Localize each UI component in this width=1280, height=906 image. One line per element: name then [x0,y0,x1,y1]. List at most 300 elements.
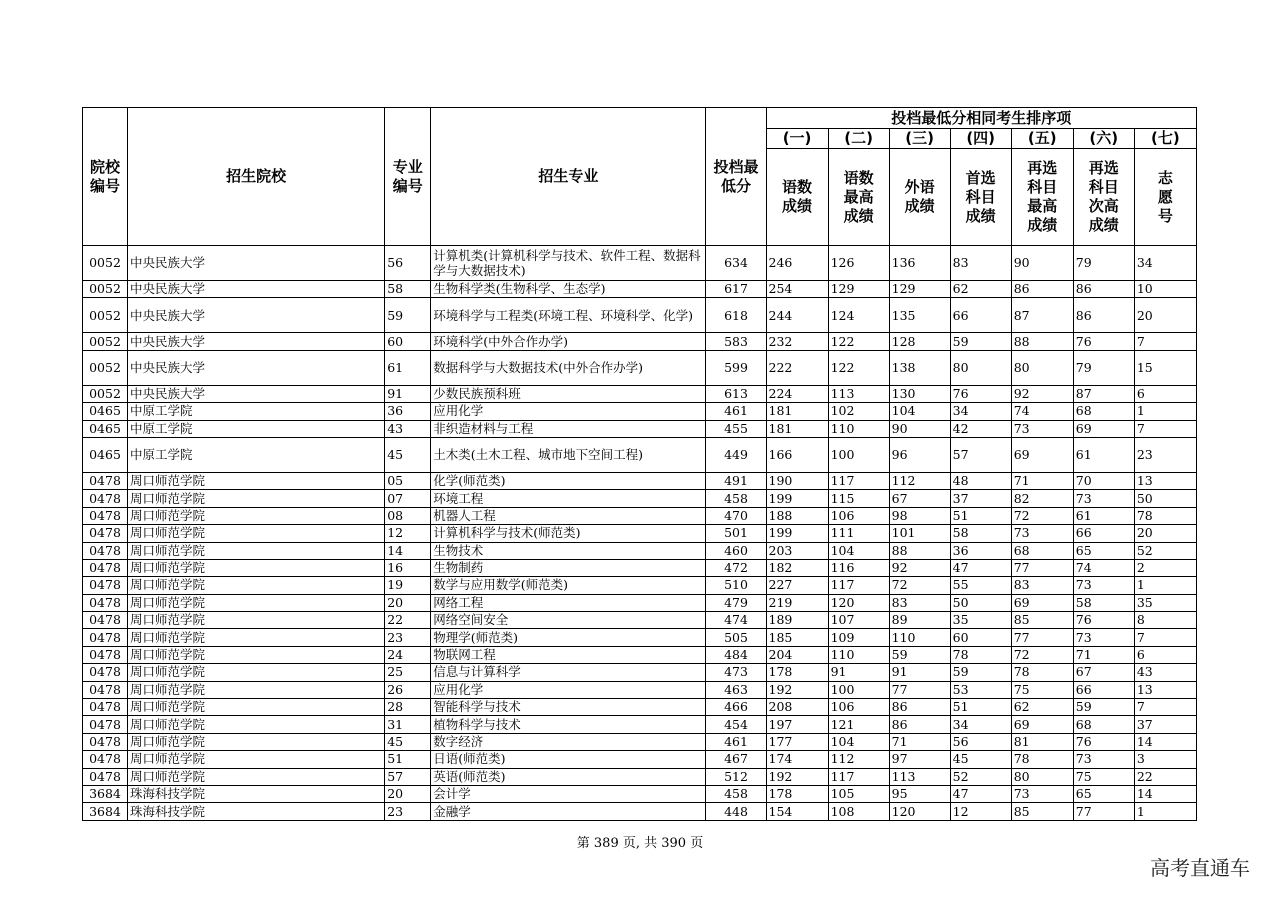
cell-score-first-subject: 50 [950,594,1011,611]
cell-score-first-subject: 56 [950,733,1011,750]
cell-score-second-subject-next: 65 [1073,785,1134,802]
cell-major-code: 45 [385,437,431,472]
cell-preference-number: 2 [1134,559,1196,576]
cell-score-chinese-math-max: 121 [828,716,889,733]
cell-major-code: 20 [385,785,431,802]
cell-min-score: 472 [706,559,766,576]
cell-score-chinese-math: 181 [766,403,828,420]
header-subitem-label: 外语成绩 [889,149,950,246]
cell-school-code: 0478 [83,542,128,559]
cell-school-name: 中央民族大学 [128,333,385,350]
table-row [83,716,1197,733]
cell-score-chinese-math-max: 108 [828,803,889,820]
cell-score-second-subject-max: 87 [1011,298,1073,333]
cell-school-code: 0478 [83,559,128,576]
cell-major-code: 23 [385,629,431,646]
cell-major-name: 智能科学与技术 [431,699,706,716]
cell-score-second-subject-max: 72 [1011,646,1073,663]
cell-min-score: 449 [706,437,766,472]
cell-school-code: 0465 [83,403,128,420]
cell-school-name: 周口师范学院 [128,472,385,489]
cell-school-name: 中央民族大学 [128,385,385,402]
header-subitem-number: (一) [766,129,828,149]
cell-school-name: 周口师范学院 [128,507,385,524]
cell-score-chinese-math-max: 122 [828,350,889,385]
cell-min-score: 473 [706,664,766,681]
cell-major-name: 计算机类(计算机科学与技术、软件工程、数据科学与大数据技术) [431,246,706,281]
cell-school-name: 周口师范学院 [128,733,385,750]
cell-score-foreign-language: 113 [889,768,950,785]
cell-score-first-subject: 48 [950,472,1011,489]
cell-min-score: 491 [706,472,766,489]
cell-score-first-subject: 12 [950,803,1011,820]
cell-major-name: 会计学 [431,785,706,802]
cell-score-second-subject-max: 78 [1011,751,1073,768]
cell-preference-number: 78 [1134,507,1196,524]
cell-score-chinese-math: 181 [766,420,828,437]
table-row [83,803,1197,820]
cell-score-chinese-math: 204 [766,646,828,663]
cell-score-chinese-math: 244 [766,298,828,333]
cell-school-name: 中央民族大学 [128,281,385,298]
cell-major-name: 数字经济 [431,733,706,750]
cell-school-name: 中央民族大学 [128,298,385,333]
cell-score-chinese-math: 254 [766,281,828,298]
cell-score-second-subject-max: 78 [1011,664,1073,681]
cell-major-name: 少数民族预科班 [431,385,706,402]
cell-score-chinese-math-max: 122 [828,333,889,350]
cell-school-name: 周口师范学院 [128,559,385,576]
cell-score-chinese-math: 199 [766,490,828,507]
cell-score-chinese-math: 189 [766,612,828,629]
cell-score-foreign-language: 90 [889,420,950,437]
cell-score-second-subject-next: 86 [1073,281,1134,298]
cell-score-first-subject: 66 [950,298,1011,333]
cell-score-chinese-math: 182 [766,559,828,576]
cell-score-chinese-math: 192 [766,768,828,785]
table-row [83,281,1197,298]
cell-score-first-subject: 83 [950,246,1011,281]
cell-school-code: 0478 [83,646,128,663]
cell-min-score: 618 [706,298,766,333]
cell-score-second-subject-max: 77 [1011,629,1073,646]
cell-score-second-subject-max: 75 [1011,681,1073,698]
cell-major-name: 计算机科学与技术(师范类) [431,525,706,542]
cell-preference-number: 23 [1134,437,1196,472]
table-row [83,751,1197,768]
cell-preference-number: 43 [1134,664,1196,681]
cell-preference-number: 7 [1134,629,1196,646]
cell-school-code: 0465 [83,420,128,437]
table-row [83,542,1197,559]
cell-school-code: 0478 [83,472,128,489]
cell-major-name: 环境科学与工程类(环境工程、环境科学、化学) [431,298,706,333]
table-row [83,594,1197,611]
cell-major-code: 59 [385,298,431,333]
cell-score-second-subject-next: 59 [1073,699,1134,716]
cell-score-first-subject: 76 [950,385,1011,402]
cell-preference-number: 20 [1134,525,1196,542]
cell-major-name: 化学(师范类) [431,472,706,489]
cell-min-score: 466 [706,699,766,716]
cell-score-second-subject-next: 76 [1073,612,1134,629]
table-row [83,490,1197,507]
cell-score-second-subject-next: 75 [1073,768,1134,785]
cell-score-second-subject-max: 73 [1011,785,1073,802]
cell-score-second-subject-next: 66 [1073,681,1134,698]
cell-major-code: 12 [385,525,431,542]
cell-score-second-subject-max: 85 [1011,803,1073,820]
cell-major-name: 英语(师范类) [431,768,706,785]
cell-major-code: 07 [385,490,431,507]
cell-min-score: 583 [706,333,766,350]
cell-score-second-subject-next: 68 [1073,403,1134,420]
cell-school-code: 0478 [83,525,128,542]
cell-min-score: 599 [706,350,766,385]
cell-score-foreign-language: 96 [889,437,950,472]
cell-score-second-subject-max: 80 [1011,350,1073,385]
cell-school-code: 0478 [83,699,128,716]
cell-preference-number: 34 [1134,246,1196,281]
table-row [83,768,1197,785]
header-subitem-label: 首选科目成绩 [950,149,1011,246]
cell-score-second-subject-max: 74 [1011,403,1073,420]
cell-score-chinese-math: 203 [766,542,828,559]
header-min-score: 投档最低分 [706,108,766,246]
cell-preference-number: 6 [1134,385,1196,402]
cell-score-second-subject-max: 90 [1011,246,1073,281]
cell-school-name: 周口师范学院 [128,681,385,698]
cell-major-name: 机器人工程 [431,507,706,524]
cell-major-name: 植物科学与技术 [431,716,706,733]
cell-score-chinese-math: 219 [766,594,828,611]
cell-preference-number: 20 [1134,298,1196,333]
cell-score-first-subject: 59 [950,664,1011,681]
cell-school-code: 0052 [83,281,128,298]
cell-preference-number: 10 [1134,281,1196,298]
cell-major-name: 土木类(土木工程、城市地下空间工程) [431,437,706,472]
table-row [83,403,1197,420]
cell-score-foreign-language: 89 [889,612,950,629]
cell-major-code: 22 [385,612,431,629]
table-row [83,420,1197,437]
cell-score-chinese-math: 208 [766,699,828,716]
cell-score-second-subject-next: 86 [1073,298,1134,333]
header-subitem-number: (七) [1134,129,1196,149]
cell-school-code: 0478 [83,594,128,611]
cell-major-code: 26 [385,681,431,698]
cell-score-second-subject-next: 73 [1073,629,1134,646]
cell-score-foreign-language: 92 [889,559,950,576]
cell-score-second-subject-next: 71 [1073,646,1134,663]
header-subitem-label: 再选科目次高成绩 [1073,149,1134,246]
cell-score-first-subject: 42 [950,420,1011,437]
cell-major-code: 05 [385,472,431,489]
cell-score-first-subject: 36 [950,542,1011,559]
cell-major-name: 金融学 [431,803,706,820]
cell-score-chinese-math-max: 124 [828,298,889,333]
cell-preference-number: 13 [1134,681,1196,698]
cell-major-code: 31 [385,716,431,733]
cell-preference-number: 1 [1134,403,1196,420]
header-major-name: 招生专业 [431,108,706,246]
cell-school-code: 0052 [83,385,128,402]
cell-score-first-subject: 34 [950,716,1011,733]
cell-score-foreign-language: 135 [889,298,950,333]
cell-min-score: 617 [706,281,766,298]
cell-school-name: 珠海科技学院 [128,785,385,802]
cell-major-name: 物联网工程 [431,646,706,663]
cell-score-second-subject-max: 71 [1011,472,1073,489]
cell-score-first-subject: 60 [950,629,1011,646]
table-row [83,333,1197,350]
cell-score-second-subject-next: 70 [1073,472,1134,489]
cell-score-second-subject-max: 85 [1011,612,1073,629]
cell-score-foreign-language: 83 [889,594,950,611]
cell-school-name: 珠海科技学院 [128,803,385,820]
cell-min-score: 458 [706,490,766,507]
cell-score-second-subject-max: 73 [1011,420,1073,437]
cell-score-chinese-math-max: 106 [828,507,889,524]
table-row [83,646,1197,663]
cell-score-second-subject-next: 73 [1073,751,1134,768]
cell-school-name: 周口师范学院 [128,542,385,559]
cell-major-name: 物理学(师范类) [431,629,706,646]
cell-score-chinese-math-max: 111 [828,525,889,542]
table-row [83,385,1197,402]
header-major-code: 专业编号 [385,108,431,246]
cell-min-score: 484 [706,646,766,663]
cell-major-name: 生物制药 [431,559,706,576]
cell-score-chinese-math: 166 [766,437,828,472]
cell-score-foreign-language: 138 [889,350,950,385]
cell-score-chinese-math-max: 104 [828,733,889,750]
cell-score-chinese-math-max: 104 [828,542,889,559]
cell-score-foreign-language: 112 [889,472,950,489]
cell-score-chinese-math-max: 109 [828,629,889,646]
cell-min-score: 479 [706,594,766,611]
cell-school-code: 0478 [83,629,128,646]
cell-score-chinese-math-max: 129 [828,281,889,298]
cell-score-chinese-math-max: 126 [828,246,889,281]
cell-score-foreign-language: 72 [889,577,950,594]
header-subitem-label: 语数成绩 [766,149,828,246]
cell-school-name: 中原工学院 [128,420,385,437]
header-tiebreak-title: 投档最低分相同考生排序项 [766,108,1196,129]
cell-min-score: 510 [706,577,766,594]
cell-school-name: 周口师范学院 [128,699,385,716]
cell-preference-number: 8 [1134,612,1196,629]
cell-score-chinese-math-max: 115 [828,490,889,507]
cell-min-score: 467 [706,751,766,768]
cell-major-code: 45 [385,733,431,750]
cell-score-second-subject-max: 68 [1011,542,1073,559]
admission-table-wrapper [82,107,1197,821]
cell-score-second-subject-max: 88 [1011,333,1073,350]
cell-major-name: 非织造材料与工程 [431,420,706,437]
cell-preference-number: 7 [1134,699,1196,716]
cell-school-name: 周口师范学院 [128,768,385,785]
cell-preference-number: 14 [1134,733,1196,750]
table-row [83,681,1197,698]
header-subitem-label: 再选科目最高成绩 [1011,149,1073,246]
cell-score-foreign-language: 128 [889,333,950,350]
cell-school-name: 中央民族大学 [128,350,385,385]
cell-min-score: 474 [706,612,766,629]
cell-major-name: 环境科学(中外合作办学) [431,333,706,350]
header-subitem-number: (三) [889,129,950,149]
cell-score-foreign-language: 97 [889,751,950,768]
cell-major-name: 网络工程 [431,594,706,611]
cell-score-chinese-math-max: 110 [828,420,889,437]
cell-score-foreign-language: 71 [889,733,950,750]
cell-score-foreign-language: 110 [889,629,950,646]
cell-score-second-subject-max: 83 [1011,577,1073,594]
watermark: 高考直通车 [1150,856,1250,880]
cell-score-second-subject-next: 73 [1073,490,1134,507]
header-subitem-label: 志愿号 [1134,149,1196,246]
cell-major-name: 生物技术 [431,542,706,559]
cell-major-code: 91 [385,385,431,402]
cell-major-name: 数学与应用数学(师范类) [431,577,706,594]
cell-score-chinese-math-max: 100 [828,437,889,472]
cell-school-code: 0478 [83,507,128,524]
cell-score-chinese-math: 188 [766,507,828,524]
cell-min-score: 634 [706,246,766,281]
cell-score-second-subject-next: 67 [1073,664,1134,681]
admission-score-table [82,107,1197,821]
cell-score-foreign-language: 95 [889,785,950,802]
cell-score-second-subject-next: 58 [1073,594,1134,611]
table-row [83,577,1197,594]
cell-score-first-subject: 57 [950,437,1011,472]
cell-major-code: 19 [385,577,431,594]
cell-score-chinese-math-max: 107 [828,612,889,629]
table-row [83,612,1197,629]
cell-score-second-subject-next: 76 [1073,333,1134,350]
cell-score-second-subject-next: 66 [1073,525,1134,542]
cell-score-second-subject-next: 61 [1073,507,1134,524]
header-school-name: 招生院校 [128,108,385,246]
cell-min-score: 461 [706,403,766,420]
page-footer: 第 389 页, 共 390 页 [576,836,704,851]
table-row [83,472,1197,489]
cell-min-score: 463 [706,681,766,698]
cell-preference-number: 35 [1134,594,1196,611]
cell-score-second-subject-max: 81 [1011,733,1073,750]
cell-preference-number: 50 [1134,490,1196,507]
cell-score-foreign-language: 67 [889,490,950,507]
cell-major-name: 数据科学与大数据技术(中外合作办学) [431,350,706,385]
cell-school-name: 中央民族大学 [128,246,385,281]
cell-score-first-subject: 53 [950,681,1011,698]
cell-min-score: 455 [706,420,766,437]
cell-score-first-subject: 58 [950,525,1011,542]
cell-score-foreign-language: 104 [889,403,950,420]
table-row [83,525,1197,542]
cell-score-second-subject-next: 87 [1073,385,1134,402]
cell-school-code: 0478 [83,664,128,681]
cell-school-name: 周口师范学院 [128,525,385,542]
cell-school-code: 0478 [83,768,128,785]
cell-score-chinese-math: 154 [766,803,828,820]
cell-score-chinese-math: 178 [766,785,828,802]
cell-preference-number: 7 [1134,333,1196,350]
cell-score-first-subject: 47 [950,785,1011,802]
cell-major-code: 08 [385,507,431,524]
cell-score-foreign-language: 98 [889,507,950,524]
cell-major-name: 信息与计算科学 [431,664,706,681]
cell-preference-number: 52 [1134,542,1196,559]
cell-major-code: 61 [385,350,431,385]
cell-score-foreign-language: 86 [889,716,950,733]
cell-score-second-subject-next: 65 [1073,542,1134,559]
cell-score-chinese-math-max: 100 [828,681,889,698]
cell-school-name: 周口师范学院 [128,664,385,681]
table-row [83,699,1197,716]
cell-score-first-subject: 35 [950,612,1011,629]
table-row [83,437,1197,472]
cell-score-second-subject-max: 69 [1011,716,1073,733]
cell-score-first-subject: 55 [950,577,1011,594]
cell-major-name: 日语(师范类) [431,751,706,768]
cell-score-foreign-language: 77 [889,681,950,698]
cell-preference-number: 22 [1134,768,1196,785]
table-row [83,298,1197,333]
cell-score-second-subject-next: 79 [1073,246,1134,281]
cell-score-second-subject-next: 77 [1073,803,1134,820]
cell-preference-number: 6 [1134,646,1196,663]
cell-major-name: 应用化学 [431,403,706,420]
cell-score-foreign-language: 136 [889,246,950,281]
cell-score-second-subject-next: 74 [1073,559,1134,576]
cell-score-second-subject-max: 72 [1011,507,1073,524]
cell-score-foreign-language: 88 [889,542,950,559]
cell-score-second-subject-next: 69 [1073,420,1134,437]
cell-preference-number: 14 [1134,785,1196,802]
cell-score-second-subject-max: 80 [1011,768,1073,785]
table-row [83,350,1197,385]
cell-school-code: 0052 [83,246,128,281]
cell-score-chinese-math-max: 120 [828,594,889,611]
cell-score-first-subject: 78 [950,646,1011,663]
table-row [83,664,1197,681]
cell-min-score: 460 [706,542,766,559]
cell-school-code: 0052 [83,333,128,350]
cell-school-code: 0052 [83,298,128,333]
cell-score-second-subject-max: 69 [1011,437,1073,472]
cell-score-chinese-math: 199 [766,525,828,542]
table-row [83,507,1197,524]
cell-school-name: 周口师范学院 [128,751,385,768]
cell-school-name: 中原工学院 [128,437,385,472]
cell-score-chinese-math-max: 116 [828,559,889,576]
cell-major-code: 56 [385,246,431,281]
cell-score-second-subject-max: 92 [1011,385,1073,402]
cell-preference-number: 1 [1134,577,1196,594]
cell-score-chinese-math: 192 [766,681,828,698]
cell-school-code: 0478 [83,612,128,629]
header-subitem-label: 语数最高成绩 [828,149,889,246]
cell-score-chinese-math-max: 102 [828,403,889,420]
header-subitem-number: (六) [1073,129,1134,149]
cell-preference-number: 37 [1134,716,1196,733]
cell-school-code: 0052 [83,350,128,385]
cell-score-first-subject: 80 [950,350,1011,385]
cell-score-chinese-math-max: 106 [828,699,889,716]
cell-school-name: 周口师范学院 [128,594,385,611]
cell-score-foreign-language: 59 [889,646,950,663]
